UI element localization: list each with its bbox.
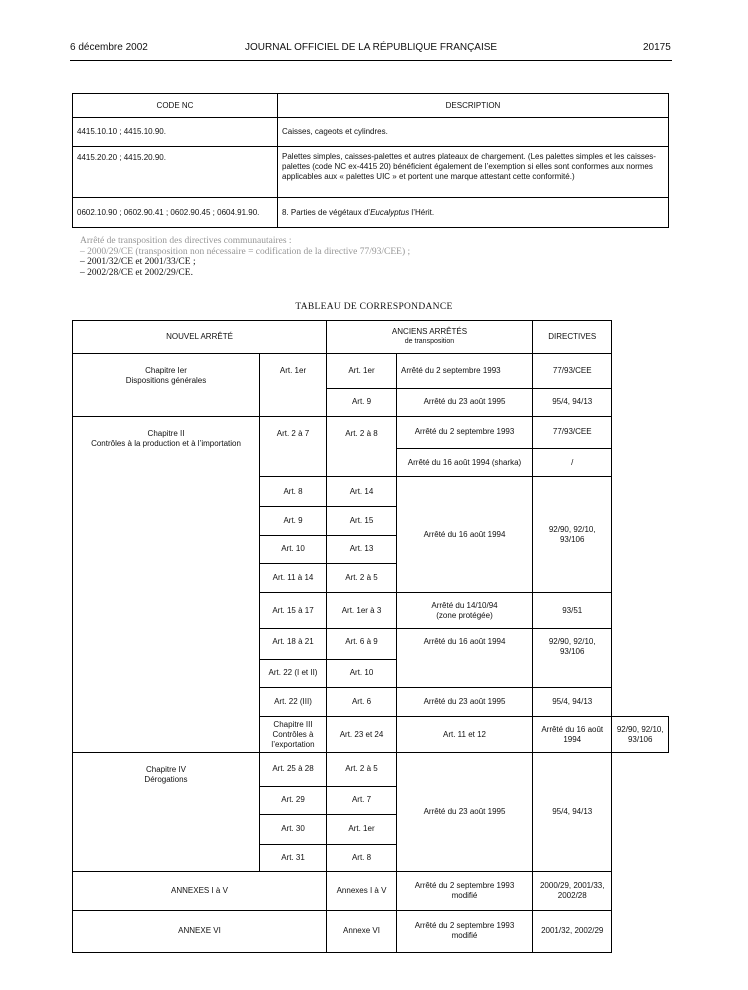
old-arrete-cell: Arrêté du 2 septembre 1993 xyxy=(397,416,533,448)
nc-desc-cell: Palettes simples, caisses-palettes et autres plateaux de chargement. (Les palettes simples et les caisses-palettes (code NC ex-4415 20) bénéficient également de l’exemption si elles sont conformes aux normes applicables aux « palettes UIC » et portent une marque attestant cette conformité.) xyxy=(278,147,669,198)
nc-code-cell: 0602.10.90 ; 0602.90.41 ; 0602.90.45 ; 0604.91.90. xyxy=(73,198,278,228)
old-arrete-cell: Arrêté du 23 août 1995 xyxy=(397,687,533,716)
header-date: 6 décembre 2002 xyxy=(70,42,148,53)
old-arrete-cell: Arrêté du 16 août 1994 (sharka) xyxy=(397,448,533,476)
old-arrete-cell: Arrêté du 2 septembre 1993 xyxy=(397,354,533,388)
header-directives: DIRECTIVES xyxy=(533,321,612,354)
old-article-cell: Art. 6 à 9 xyxy=(327,629,397,659)
old-arrete-cell: Arrêté du 2 septembre 1993 modifié xyxy=(397,872,533,910)
header-nouvel-arrete: NOUVEL ARRÊTÉ xyxy=(73,321,327,354)
new-article-cell: Art. 29 xyxy=(260,786,327,814)
new-article-cell: Art. 23 et 24 xyxy=(327,717,397,753)
nc-header-code: CODE NC xyxy=(73,94,278,118)
directive-cell: 92/90, 92/10, 93/106 xyxy=(612,717,669,753)
transposition-item: – 2001/32/CE et 2001/33/CE ; xyxy=(80,257,196,267)
old-arrete-cell: Arrêté du 16 août 1994 xyxy=(397,629,533,687)
correspondence-table xyxy=(72,320,669,953)
header-journal-title: JOURNAL OFFICIEL DE LA RÉPUBLIQUE FRANÇAISE xyxy=(245,42,498,53)
old-article-cell: Annexe VI xyxy=(327,910,397,952)
new-article-cell: Art. 2 à 7 xyxy=(260,416,327,476)
nc-code-cell: 4415.20.20 ; 4415.20.90. xyxy=(73,147,278,198)
old-arrete-cell: Arrêté du 2 septembre 1993 modifié xyxy=(397,910,533,952)
old-article-cell: Art. 1er xyxy=(327,354,397,388)
old-arrete-cell: Arrêté du 16 août 1994 xyxy=(397,477,533,593)
directive-cell: 92/90, 92/10, 93/106 xyxy=(533,477,612,593)
directive-cell: 92/90, 92/10, 93/106 xyxy=(533,629,612,687)
new-article-cell: Art. 18 à 21 xyxy=(260,629,327,659)
directive-cell: 77/93/CEE xyxy=(533,416,612,448)
new-article-cell: Art. 1er xyxy=(260,354,327,416)
old-arrete-cell: Arrêté du 16 août 1994 xyxy=(533,717,612,753)
new-article-cell: Art. 31 xyxy=(260,845,327,872)
new-article-cell: Art. 9 xyxy=(260,507,327,535)
directive-cell: 2000/29, 2001/33, 2002/28 xyxy=(533,872,612,910)
old-article-cell: Art. 1er xyxy=(327,814,397,844)
nc-desc-cell: 8. Parties de végétaux d’Eucalyptus l’Hérit. xyxy=(278,198,669,228)
old-article-cell: Art. 15 xyxy=(327,507,397,535)
chapter-4-cell: Chapitre IV Dérogations xyxy=(73,753,260,872)
transposition-intro: Arrêté de transposition des directives communautaires : xyxy=(80,236,292,246)
header-page-number: 20175 xyxy=(643,42,671,53)
chapter-2-cell: Chapitre II Contrôles à la production et à l’importation xyxy=(73,416,260,753)
old-article-cell: Art. 7 xyxy=(327,786,397,814)
new-article-cell: Art. 22 (III) xyxy=(260,687,327,716)
old-arrete-cell: Arrêté du 23 août 1995 xyxy=(397,388,533,416)
new-article-cell: Art. 30 xyxy=(260,814,327,844)
old-article-cell: Art. 6 xyxy=(327,687,397,716)
old-article-cell: Art. 9 xyxy=(327,388,397,416)
directive-cell: 95/4, 94/13 xyxy=(533,388,612,416)
annex-cell: ANNEXE VI xyxy=(73,910,327,952)
old-article-cell: Art. 10 xyxy=(327,659,397,687)
annex-cell: ANNEXES I à V xyxy=(73,872,327,910)
old-article-cell: Art. 11 et 12 xyxy=(397,717,533,753)
new-article-cell: Art. 8 xyxy=(260,477,327,507)
old-article-cell: Art. 2 à 8 xyxy=(327,416,397,476)
directive-cell: / xyxy=(533,448,612,476)
old-article-cell: Art. 1er à 3 xyxy=(327,593,397,629)
old-arrete-cell: Arrêté du 14/10/94 (zone protégée) xyxy=(397,593,533,629)
directive-cell: 95/4, 94/13 xyxy=(533,753,612,872)
directive-cell: 2001/32, 2002/29 xyxy=(533,910,612,952)
nc-desc-cell: Caisses, cageots et cylindres. xyxy=(278,118,669,147)
new-article-cell: Art. 25 à 28 xyxy=(260,753,327,786)
old-article-cell: Art. 13 xyxy=(327,535,397,563)
header-anciens-arretes: ANCIENS ARRÊTÉS de transposition xyxy=(327,321,533,354)
old-article-cell: Annexes I à V xyxy=(327,872,397,910)
old-article-cell: Art. 14 xyxy=(327,477,397,507)
new-article-cell: Art. 11 à 14 xyxy=(260,563,327,592)
nc-code-cell: 4415.10.10 ; 4415.10.90. xyxy=(73,118,278,147)
old-article-cell: Art. 8 xyxy=(327,845,397,872)
header-rule xyxy=(70,60,672,61)
transposition-item: – 2000/29/CE (transposition non nécessaire = codification de la directive 77/93/CEE) ; xyxy=(80,246,411,257)
chapter-1-cell: Chapitre Ier Dispositions générales xyxy=(73,354,260,416)
directive-cell: 77/93/CEE xyxy=(533,354,612,388)
nc-header-description: DESCRIPTION xyxy=(278,94,669,118)
old-article-cell: Art. 2 à 5 xyxy=(327,563,397,592)
new-article-cell: Art. 22 (I et II) xyxy=(260,659,327,687)
transposition-paragraph xyxy=(80,236,410,278)
new-article-cell: Art. 10 xyxy=(260,535,327,563)
old-article-cell: Art. 2 à 5 xyxy=(327,753,397,786)
nc-code-table xyxy=(72,93,669,228)
directive-cell: 95/4, 94/13 xyxy=(533,687,612,716)
correspondence-title: TABLEAU DE CORRESPONDANCE xyxy=(295,302,453,312)
transposition-item: – 2002/28/CE et 2002/29/CE. xyxy=(80,267,193,278)
new-article-cell: Art. 15 à 17 xyxy=(260,593,327,629)
old-arrete-cell: Arrêté du 23 août 1995 xyxy=(397,753,533,872)
directive-cell: 93/51 xyxy=(533,593,612,629)
chapter-3-cell: Chapitre III Contrôles à l’exportation xyxy=(260,717,327,753)
